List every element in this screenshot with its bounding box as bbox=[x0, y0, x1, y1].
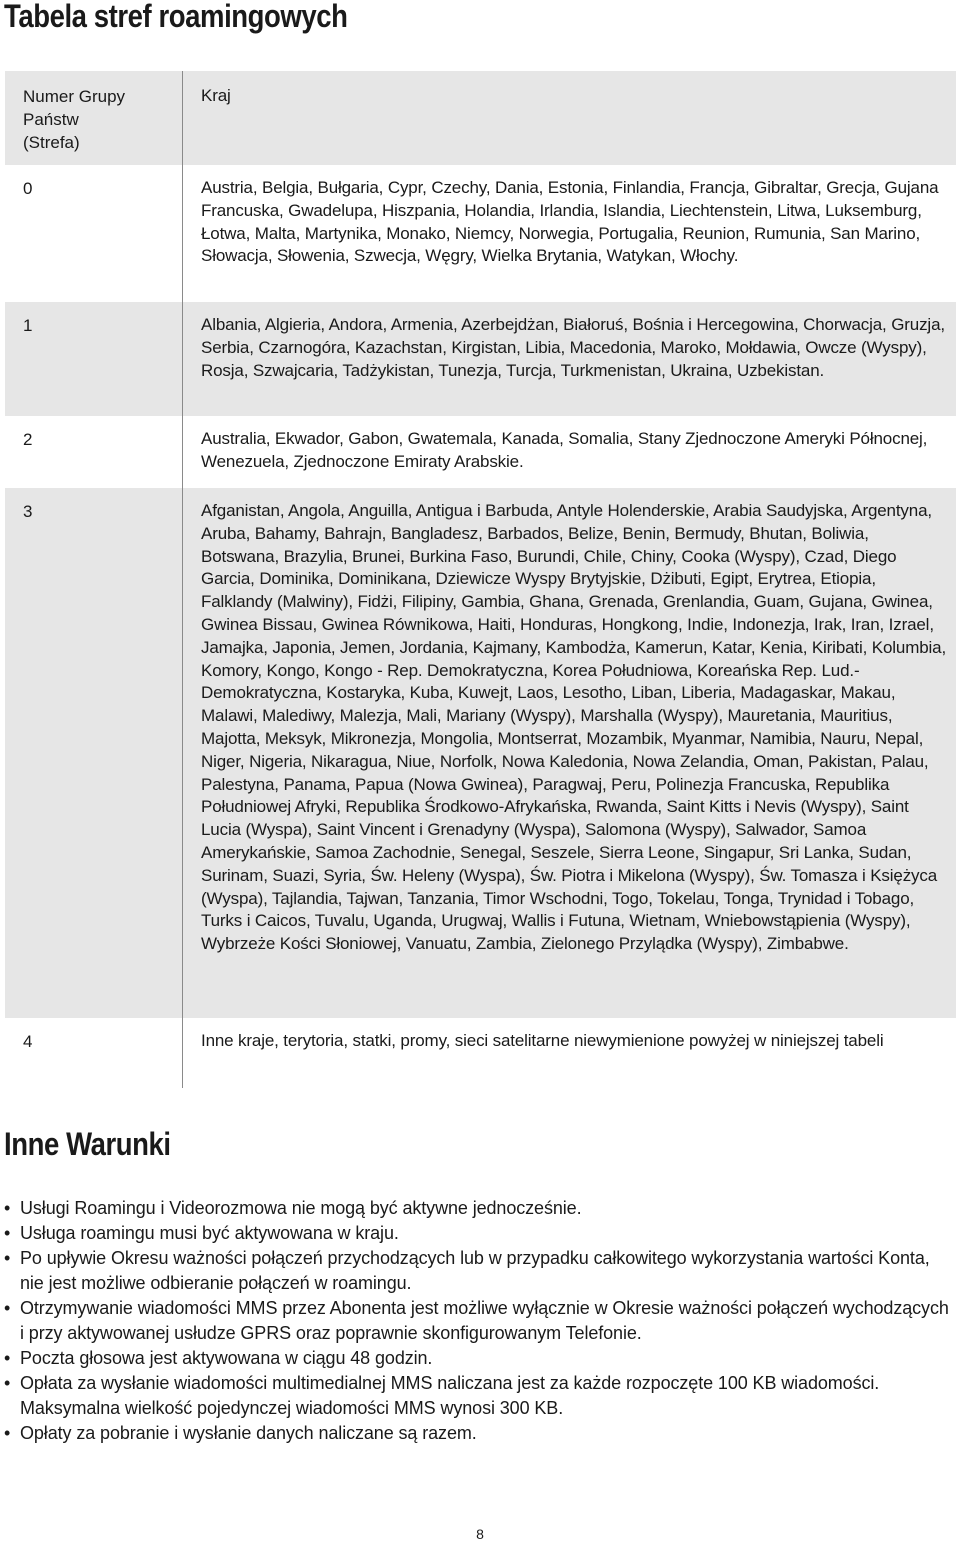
zone-countries: Albania, Algieria, Andora, Armenia, Azerbejdżan, Białoruś, Bośnia i Hercegowina, Chorwacja, Gruzja, Serbia, Czarnogóra, Kazachstan, Kirgistan, Libia, Macedonia, Maroko, Mołdawia, Owcze (Wyspy), Rosja, Szwajcaria, Tadżykistan, Tunezja, Turcja, Turkmenistan, Ukraina, Uzbekistan. bbox=[201, 315, 945, 380]
list-item-text: Po upływie Okresu ważności połączeń przychodzących lub w przypadku całkowitego wykorzystania wartości Konta, nie jest możliwe odbieranie połączeń w roamingu. bbox=[20, 1248, 930, 1293]
page-number: 8 bbox=[476, 1526, 484, 1542]
list-item bbox=[0, 1346, 950, 1371]
bullet-icon: • bbox=[4, 1223, 11, 1243]
zone-number: 1 bbox=[5, 302, 183, 416]
zone-number: 4 bbox=[5, 1018, 183, 1088]
list-item bbox=[0, 1296, 950, 1346]
list-item-text: Otrzymywanie wiadomości MMS przez Abonenta jest możliwe wyłącznie w Okresie ważności połączeń wychodzących i przy aktywowanej usłudze GPRS oraz poprawnie skonfigurowanym Telefonie. bbox=[20, 1298, 949, 1343]
list-item bbox=[0, 1196, 950, 1221]
list-item bbox=[0, 1246, 950, 1296]
list-item-text: Usługi Roamingu i Videorozmowa nie mogą być aktywne jednocześnie. bbox=[20, 1198, 582, 1218]
zone-countries: Afganistan, Angola, Anguilla, Antigua i Barbuda, Antyle Holenderskie, Arabia Saudyjska, Argentyna, Aruba, Bahamy, Bahrajn, Bangladesz, Barbados, Belize, Benin, Bermudy, Bhutan, Boliwia, Botswana, Brazylia, Brunei, Burkina Faso, Burundi, Chile, Chiny, Cooka (Wyspy), Czad, Diego Garcia, Dominika, Dominikana, Dziewicze Wyspy Brytyjskie, Dżibuti, Egipt, Erytrea, Etiopia, Falklandy (Malwiny), Fidżi, Filipiny, Gambia, Ghana, Grenada, Grenlandia, Guam, Gujana, Gwinea, Gwinea Bissau, Gwinea Równikowa, Haiti, Honduras, Hongkong, Indie, Indonezja, Irak, Iran, Izrael, Jamajka, Japonia, Jemen, Jordania, Kajmany, Kambodża, Kamerun, Katar, Kenia, Kiribati, Kolumbia, Komory, Kongo, Kongo - Rep. Demokratyczna, Korea Południowa, Koreańska Rep. Lud.-Demokratyczna, Kostaryka, Kuba, Kuwejt, Laos, Lesotho, Liban, Liberia, Madagaskar, Makau, Malawi, Malediwy, Malezja, Mali, Mariany (Wyspy), Marshalla (Wyspy), Mauretania, Mauritius, Majotta, Meksyk, Mikronezja, Mongolia, Montserrat, Mozambik, Myanmar, Namibia, Nauru, Nepal, Niger, Nigeria, Nikaragua, Niue, Norfolk, Nowa Kaledonia, Nowa Zelandia, Oman, Pakistan, Palau, Palestyna, Panama, Papua (Nowa Gwinea), Paragwaj, Peru, Polinezja Francuska, Republika Południowej Afryki, Republika Środkowo-Afrykańska, Rwanda, Saint Kitts i Nevis (Wyspy), Saint Lucia (Wyspa), Saint Vincent i Grenadyny (Wyspa), Salomona (Wyspy), Salwador, Samoa Amerykańskie, Samoa Zachodnie, Senegal, Seszele, Sierra Leone, Singapur, Sri Lanka, Sudan, Surinam, Suazi, Syria, Św. Heleny (Wyspa), Św. Piotra i Mikelona (Wyspy), Św. Tomasza i Księżyca (Wyspa), Tajlandia, Tajwan, Tanzania, Timor Wschodni, Togo, Tokelau, Tonga, Trynidad i Tobago, Turks i Caicos, Tuvalu, Uganda, Urugwaj, Wallis i Futuna, Wietnam, Wniebowstąpienia (Wyspy), Wybrzeże Kości Słoniowej, Vanuatu, Zambia, Zielonego Przylądka (Wyspy), Zimbabwe. bbox=[201, 501, 947, 954]
list-item bbox=[0, 1421, 950, 1446]
list-item bbox=[0, 1371, 950, 1421]
conditions-list bbox=[0, 1196, 950, 1446]
page-title: Tabela stref roamingowych bbox=[4, 0, 348, 34]
table-row bbox=[5, 488, 956, 1018]
bullet-icon: • bbox=[4, 1248, 11, 1268]
bullet-icon: • bbox=[4, 1198, 11, 1218]
zone-countries: Australia, Ekwador, Gabon, Gwatemala, Kanada, Somalia, Stany Zjednoczone Ameryki Północnej, Wenezuela, Zjednoczone Emiraty Arabskie. bbox=[201, 429, 928, 471]
bullet-icon: • bbox=[4, 1298, 11, 1318]
zone-number: 3 bbox=[5, 488, 183, 1018]
bullet-icon: • bbox=[4, 1348, 11, 1368]
list-item-text: Poczta głosowa jest aktywowana w ciągu 48 godzin. bbox=[20, 1348, 433, 1368]
header-country: Kraj bbox=[201, 86, 231, 105]
zone-countries: Inne kraje, terytoria, statki, promy, sieci satelitarne niewymienione powyżej w niniejszej tabeli bbox=[201, 1031, 884, 1050]
table-row bbox=[5, 302, 956, 416]
zone-countries: Austria, Belgia, Bułgaria, Cypr, Czechy, Dania, Estonia, Finlandia, Francja, Gibraltar, Grecja, Gujana Francuska, Gwadelupa, Hiszpania, Holandia, Irlandia, Islandia, Liechtenstein, Litwa, Luksemburg, Łotwa, Malta, Martynika, Monako, Niemcy, Norwegia, Portugalia, Reunion, Rumunia, San Marino, Słowacja, Słowenia, Szwecja, Węgry, Wielka Brytania, Watykan, Włochy. bbox=[201, 178, 939, 266]
roaming-zones-table bbox=[5, 71, 956, 1088]
bullet-icon: • bbox=[4, 1423, 11, 1443]
zone-number: 0 bbox=[5, 165, 183, 302]
list-item-text: Opłaty za pobranie i wysłanie danych naliczane są razem. bbox=[20, 1423, 477, 1443]
zone-number: 2 bbox=[5, 416, 183, 488]
section-title: Inne Warunki bbox=[4, 1126, 171, 1162]
list-item-text: Usługa roamingu musi być aktywowana w kraju. bbox=[20, 1223, 399, 1243]
table-header-row bbox=[5, 71, 956, 165]
header-group-number: Numer Grupy Państw (Strefa) bbox=[5, 71, 183, 165]
list-item-text: Opłata za wysłanie wiadomości multimedialnej MMS naliczana jest za każde rozpoczęte 100 KB wiadomości. Maksymalna wielkość pojedynczej wiadomości MMS wynosi 300 KB. bbox=[20, 1373, 880, 1418]
list-item bbox=[0, 1221, 950, 1246]
table-row bbox=[5, 165, 956, 302]
table-row bbox=[5, 416, 956, 488]
table-row bbox=[5, 1018, 956, 1088]
bullet-icon: • bbox=[4, 1373, 11, 1393]
